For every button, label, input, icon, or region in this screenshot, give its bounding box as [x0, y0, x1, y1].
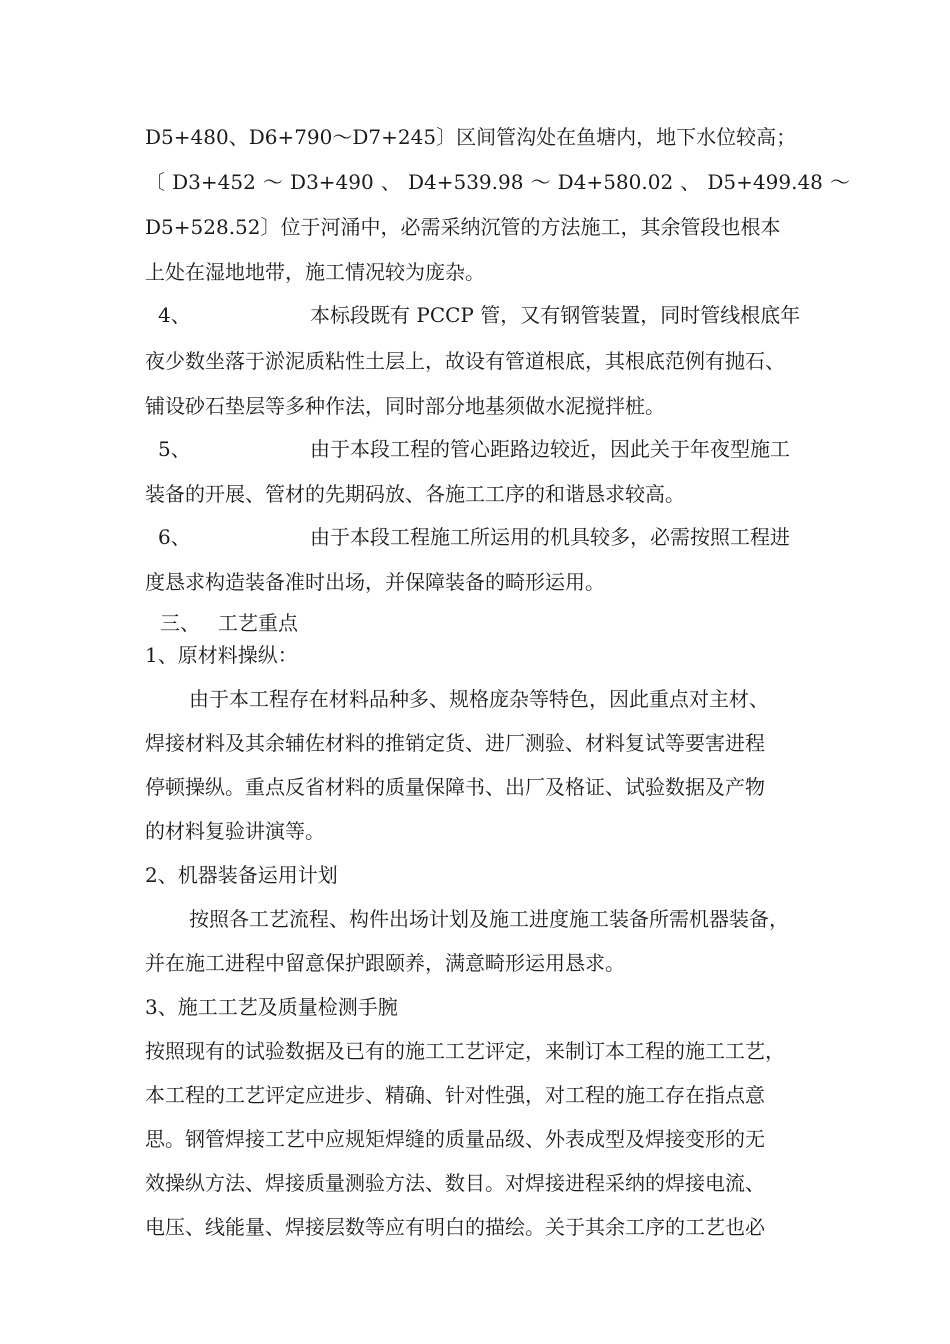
item-number: 4、	[158, 303, 191, 327]
range-tilde: ～	[262, 170, 283, 194]
item-text: 由于本段工程施工所运用的机具较多，必需按照工程进	[310, 525, 790, 549]
text-line: 停顿操纵。重点反省材料的质量保障书、出厂及格证、试验数据及产物	[145, 775, 765, 799]
text-line: 本工程的工艺评定应进步、精确、针对性强，对工程的施工存在指点意	[145, 1083, 765, 1107]
range-value: D3+452	[172, 170, 256, 194]
range-value: D4+580.02	[557, 170, 674, 194]
text-line: 按照各工艺流程、构件出场计划及施工进度施工装备所需机器装备，	[189, 907, 789, 931]
text-line: 的材料复验讲演等。	[145, 819, 325, 843]
text-line: 并在施工进程中留意保护跟颐养，满意畸形运用恳求。	[145, 951, 625, 975]
subheading: 1、原材料操纵：	[145, 643, 298, 667]
text-line: 按照现有的试验数据及已有的施工工艺评定，来制订本工程的施工工艺，	[145, 1039, 785, 1063]
range-tilde: ～	[530, 170, 551, 194]
text-line: D5+528.52〕位于河涌中，必需采纳沉管的方法施工，其余管段也根本	[145, 215, 781, 239]
item-text: 由于本段工程的管心距路边较近，因此关于年夜型施工	[310, 437, 790, 461]
text-line: 焊接材料及其余辅佐材料的推销定货、进厂测验、材料复试等要害进程	[145, 731, 765, 755]
subheading: 3、施工工艺及质量检测手腕	[145, 995, 398, 1019]
text-line: D5+480、D6+790～D7+245〕区间管沟处在鱼塘内，地下水位较高；	[145, 125, 797, 149]
text-line: 思。钢管焊接工艺中应规矩焊缝的质量品级、外表成型及焊接变形的无	[145, 1127, 765, 1151]
text-line: 上处在湿地地带，施工情况较为庞杂。	[145, 260, 485, 284]
text-line: 铺设砂石垫层等多种作法，同时部分地基须做水泥搅拌桩。	[145, 394, 665, 418]
text-line: 夜少数坐落于淤泥质粘性土层上，故设有管道根底，其根底范例有抛石、	[145, 349, 785, 373]
section-title: 工艺重点	[218, 611, 298, 635]
subheading: 2、机器装备运用计划	[145, 863, 338, 887]
text-line: 装备的开展、管材的先期码放、各施工工序的和谐恳求较高。	[145, 482, 685, 506]
range-bracket: 〔	[145, 170, 165, 194]
text-line: 由于本工程存在材料品种多、规格庞杂等特色，因此重点对主材、	[189, 687, 769, 711]
range-tilde: ～	[830, 170, 850, 194]
text-line: 电压、线能量、焊接层数等应有明白的描绘。关于其余工序的工艺也必	[145, 1215, 765, 1239]
item-text: 本标段既有 PCCP 管，又有钢管装置，同时管线根底年	[310, 303, 801, 327]
range-value: D4+539.98	[407, 170, 524, 194]
section-number: 三、	[160, 611, 200, 635]
text-line	[145, 168, 850, 196]
range-value: D3+490	[290, 170, 374, 194]
item-number: 6、	[158, 525, 191, 549]
range-sep: 、	[680, 170, 701, 194]
range-value: D5+499.48	[707, 170, 823, 194]
range-sep: 、	[380, 170, 401, 194]
item-number: 5、	[158, 437, 191, 461]
text-line: 度恳求构造装备准时出场，并保障装备的畸形运用。	[145, 570, 605, 594]
text-line: 效操纵方法、焊接质量测验方法、数目。对焊接进程采纳的焊接电流、	[145, 1171, 765, 1195]
